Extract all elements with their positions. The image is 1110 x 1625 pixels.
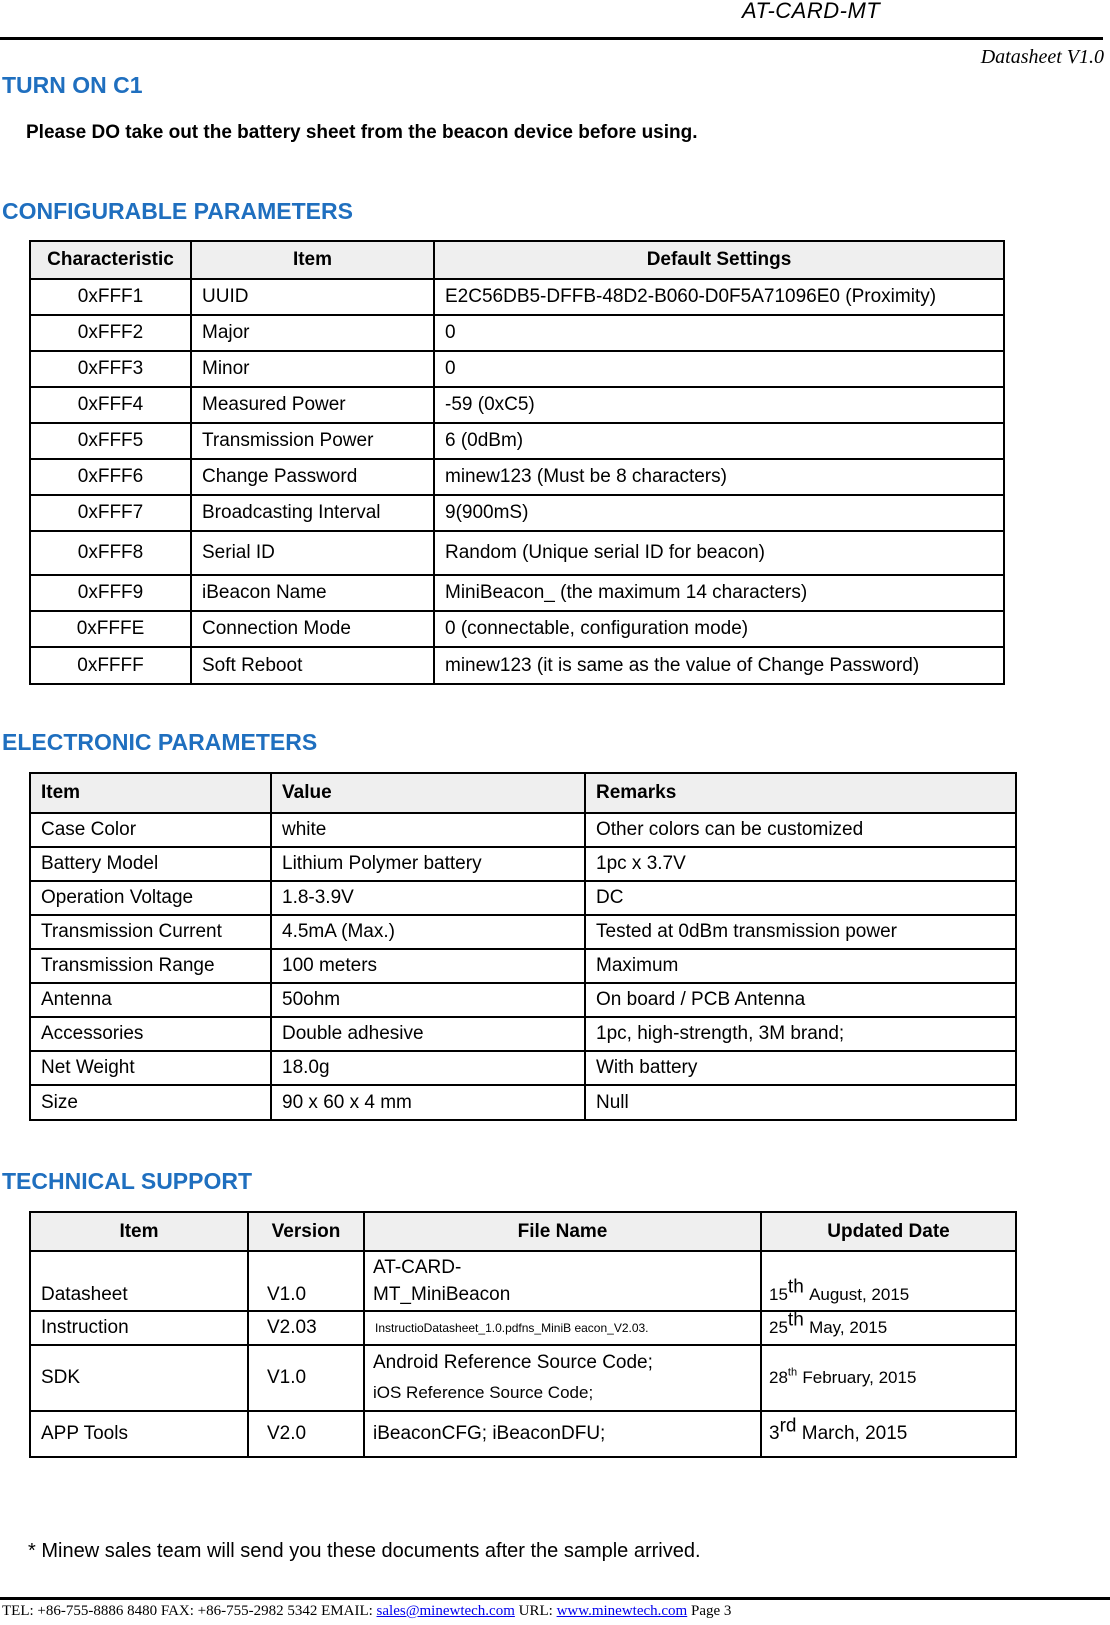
battery-note: Please DO take out the battery sheet from the beacon device before using. [26,122,698,143]
table-cell: 0xFFF4 [30,387,191,423]
table-cell: V2.03 [248,1311,364,1345]
table-row [30,495,1004,531]
date-text: March, 2015 [801,1423,908,1444]
table-cell: Soft Reboot [191,647,434,684]
table-cell: Case Color [30,813,271,847]
table-cell: Datasheet [30,1251,248,1311]
col-version: Version [248,1212,364,1251]
table-row [30,881,1016,915]
file-name-line: AT-CARD- [373,1257,462,1278]
table-cell: Double adhesive [271,1017,585,1051]
date-day: 25 [769,1318,788,1337]
col-item: Item [191,241,434,279]
footer-page-number: Page 3 [687,1603,732,1619]
table-row [30,531,1004,575]
table-cell: Size [30,1085,271,1120]
date-text: February, 2015 [802,1368,917,1387]
table-cell: With battery [585,1051,1016,1085]
electronic-heading: ELECTRONIC PARAMETERS [2,729,318,755]
electronic-table [29,772,1017,1121]
configurable-header-row [30,241,1004,279]
table-cell: 0xFFF9 [30,575,191,611]
table-cell [364,1251,761,1311]
table-row [30,387,1004,423]
table-row [30,813,1016,847]
table-cell [364,1345,761,1411]
table-row [30,423,1004,459]
table-row [30,351,1004,387]
table-cell: 50ohm [271,983,585,1017]
document-version: Datasheet V1.0 [980,46,1104,68]
table-cell: V1.0 [248,1345,364,1411]
table-cell: 0xFFF6 [30,459,191,495]
col-item: Item [30,1212,248,1251]
table-cell: 18.0g [271,1051,585,1085]
file-name-line: Android Reference Source Code; [373,1352,653,1373]
table-cell: Minor [191,351,434,387]
table-row [30,1017,1016,1051]
table-row [30,315,1004,351]
table-cell: Antenna [30,983,271,1017]
table-row [30,1411,1016,1457]
table-cell: 0xFFF5 [30,423,191,459]
table-cell [761,1411,1016,1457]
footer-url-label: URL: [514,1603,557,1619]
date-suffix: th [787,1276,804,1298]
table-cell: Net Weight [30,1051,271,1085]
table-row [30,1345,1016,1411]
table-cell: V2.0 [248,1411,364,1457]
date-day: 15 [769,1285,788,1304]
table-cell: Random (Unique serial ID for beacon) [434,531,1004,575]
table-cell: InstructioDatasheet_1.0.pdfns_MiniB eacon_V2.03. [364,1311,761,1345]
turn-on-heading: TURN ON C1 [2,72,143,98]
footer-contact: TEL: +86-755-8886 8480 FAX: +86-755-2982 5342 EMAIL: [2,1603,377,1619]
table-cell: 4.5mA (Max.) [271,915,585,949]
table-cell: minew123 (Must be 8 characters) [434,459,1004,495]
documents-note: * Minew sales team will send you these documents after the sample arrived. [28,1540,701,1562]
col-characteristic: Characteristic [30,241,191,279]
table-cell: SDK [30,1345,248,1411]
col-value: Value [271,773,585,813]
table-cell: 0xFFF8 [30,531,191,575]
table-cell: 0 [434,315,1004,351]
table-row [30,647,1004,684]
table-row [30,915,1016,949]
technical-heading: TECHNICAL SUPPORT [2,1168,253,1194]
table-cell: Transmission Current [30,915,271,949]
table-cell: 0xFFF1 [30,279,191,315]
table-cell: -59 (0xC5) [434,387,1004,423]
table-cell: On board / PCB Antenna [585,983,1016,1017]
table-cell: Instruction [30,1311,248,1345]
table-row [30,1251,1016,1311]
date-suffix: th [787,1311,804,1331]
table-cell: Tested at 0dBm transmission power [585,915,1016,949]
table-cell: 100 meters [271,949,585,983]
table-cell: Accessories [30,1017,271,1051]
table-cell: Measured Power [191,387,434,423]
table-row [30,279,1004,315]
header-rule [0,37,1103,40]
table-cell: white [271,813,585,847]
file-name-line: MT_MiniBeacon [373,1284,511,1305]
table-cell: Serial ID [191,531,434,575]
table-cell: Connection Mode [191,611,434,647]
table-cell [761,1311,1016,1345]
table-row [30,575,1004,611]
table-cell: MiniBeacon_ (the maximum 14 characters) [434,575,1004,611]
col-updated-date: Updated Date [761,1212,1016,1251]
col-item: Item [30,773,271,813]
email-link[interactable]: sales@minewtech.com [376,1603,515,1619]
date-suffix: th [787,1366,798,1379]
col-remarks: Remarks [585,773,1016,813]
date-day: 28 [769,1368,788,1387]
table-cell: 0 (connectable, configuration mode) [434,611,1004,647]
table-row [30,611,1004,647]
table-cell: Operation Voltage [30,881,271,915]
table-row [30,949,1016,983]
table-cell: 9(900mS) [434,495,1004,531]
table-cell: 90 x 60 x 4 mm [271,1085,585,1120]
table-cell: 1pc x 3.7V [585,847,1016,881]
table-row [30,1085,1016,1120]
date-text: August, 2015 [809,1285,910,1304]
table-row [30,1311,1016,1345]
table-cell: 0xFFF2 [30,315,191,351]
table-cell: Maximum [585,949,1016,983]
col-default-settings: Default Settings [434,241,1004,279]
technical-header-row [30,1212,1016,1251]
table-row [30,1051,1016,1085]
table-cell: 0xFFF7 [30,495,191,531]
table-cell: DC [585,881,1016,915]
table-cell: E2C56DB5-DFFB-48D2-B060-D0F5A71096E0 (Proximity) [434,279,1004,315]
col-file-name: File Name [364,1212,761,1251]
table-cell: 0xFFF3 [30,351,191,387]
table-cell: APP Tools [30,1411,248,1457]
date-text: May, 2015 [809,1318,888,1337]
table-cell: Major [191,315,434,351]
table-cell: V1.0 [248,1251,364,1311]
footer-rule [0,1597,1110,1600]
table-row [30,983,1016,1017]
table-cell: Battery Model [30,847,271,881]
table-cell: iBeacon Name [191,575,434,611]
table-row [30,847,1016,881]
configurable-heading: CONFIGURABLE PARAMETERS [2,198,353,224]
table-cell: Null [585,1085,1016,1120]
footer [2,1603,731,1620]
technical-table [29,1211,1017,1458]
table-cell: Transmission Power [191,423,434,459]
table-cell: 1.8-3.9V [271,881,585,915]
date-suffix: rd [779,1415,797,1437]
table-cell: iBeaconCFG; iBeaconDFU; [364,1411,761,1457]
date-day: 3 [769,1423,780,1444]
table-cell: 6 (0dBm) [434,423,1004,459]
website-link[interactable]: www.minewtech.com [556,1603,688,1619]
table-cell [761,1251,1016,1311]
document-title: AT-CARD-MT [742,0,881,23]
table-cell: 0 [434,351,1004,387]
configurable-table [29,240,1005,685]
table-cell: Lithium Polymer battery [271,847,585,881]
table-cell [761,1345,1016,1411]
table-cell: Broadcasting Interval [191,495,434,531]
file-name-line: iOS Reference Source Code; [373,1383,594,1402]
electronic-header-row [30,773,1016,813]
table-cell: Change Password [191,459,434,495]
table-cell: Other colors can be customized [585,813,1016,847]
table-row [30,459,1004,495]
table-cell: 1pc, high-strength, 3M brand; [585,1017,1016,1051]
table-cell: 0xFFFF [30,647,191,684]
table-cell: UUID [191,279,434,315]
table-cell: Transmission Range [30,949,271,983]
table-cell: minew123 (it is same as the value of Change Password) [434,647,1004,684]
table-cell: 0xFFFE [30,611,191,647]
